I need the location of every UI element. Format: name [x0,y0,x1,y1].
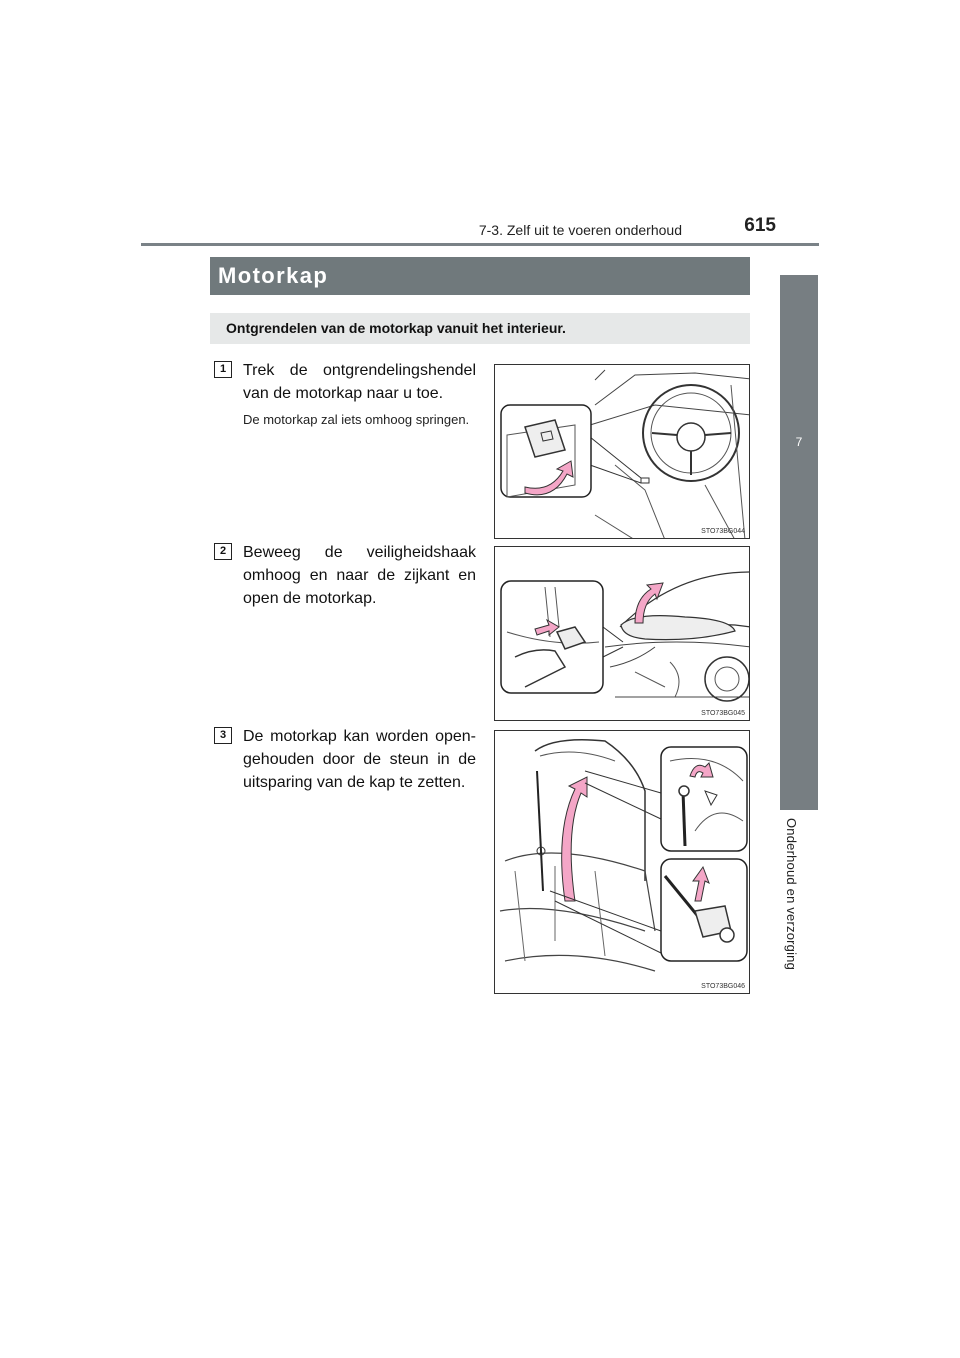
raise-arrow-icon [562,777,587,901]
running-header: 7-3. Zelf uit te voeren onderhoud [478,222,682,238]
subsection-title: Ontgrendelen van de motorkap vanuit het interieur. [210,313,750,344]
safety-catch-inset [501,581,603,693]
step-1-note: De motorkap zal iets omhoog springen. [243,412,470,427]
figure-safety-catch [494,546,750,721]
figure-code: STO73BG046 [701,983,745,990]
step-badge-2: 2 [214,543,232,560]
page-number: 615 [744,215,776,236]
figure-code: STO73BG044 [701,528,745,535]
section-title: Motorkap [210,257,750,295]
step-2-text: Beweeg de veiligheidshaak omhoog en naar de zijkant en open de motorkap. [243,544,476,607]
support-rod [537,771,543,891]
figure-code: STO73BG045 [701,710,745,717]
figure-support-rod [494,730,750,994]
chapter-number: 7 [795,435,803,449]
chapter-tab [780,275,818,810]
figure-hood-release-lever [494,364,750,539]
rod-holder-inset [661,747,747,851]
step-badge-1: 1 [214,361,232,378]
chapter-label: Onderhoud en verzorging [784,818,799,971]
step-badge-3: 3 [214,727,232,744]
step-1-text: Trek de ontgrendelingshendel van de motorkap naar u toe. [243,362,476,402]
step-3-text: De motorkap kan worden open-gehouden door de steun in de uitsparing van de kap te zetten. [243,728,476,791]
header-divider [141,243,819,246]
